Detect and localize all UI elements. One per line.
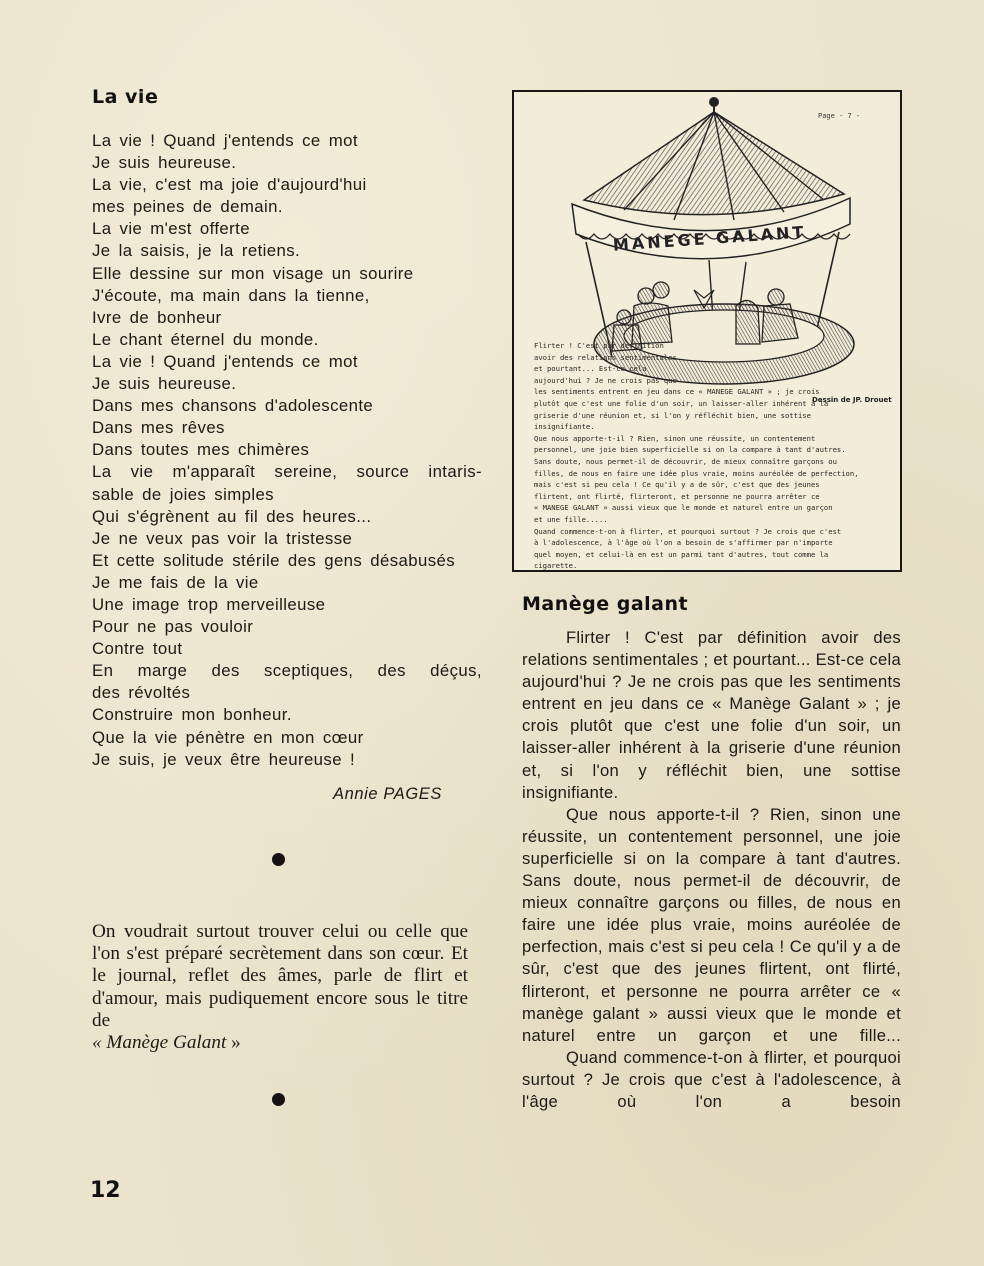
- typed-line: et une fille.....: [534, 514, 608, 524]
- intro-quote-open: «: [92, 1032, 107, 1054]
- typed-line: mais c'est si peu cela ! Ce qu'il y a de sûr, c'est que des jeunes: [534, 480, 820, 490]
- separator-dot: [272, 853, 285, 866]
- illustration-page-label: Page - 7 -: [818, 112, 861, 120]
- article-paragraph: Que nous apporte-t-il ? Rien, sinon une réussite, un contentement personnel, une joie superficielle si on la compare à tant d'autres. Sans doute, nous permet-il de découvrir, de mieux connaître garçons ou filles, de nous en faire une idée plus vraie, moins auréolée de perfection, mais c'est si peu cela ! Ce qu'il y a de sûr, c'est que des jeunes flirtent, ont flirté, flirteront, et personne ne pourra arrêter ce « manège galant » aussi vieux que le monde et naturel entre un garçon et une fille...: [522, 804, 901, 1045]
- typed-line: à l'adolescence, à l'âge où l'on a besoin de s'affirmer par n'importe: [534, 538, 833, 548]
- banner-text: MANEGE GALANT: [612, 222, 807, 255]
- intro-quote-close: »: [226, 1032, 241, 1054]
- poem-line: Qui s'égrènent au fil des heures...: [92, 506, 372, 526]
- typed-line: griserie d'une réunion et, si l'on y réfléchit bien, une sottise: [534, 410, 811, 420]
- typed-line: personnel, une joie bien superficielle si on la compare à tant d'autres.: [534, 445, 846, 455]
- poem-line: des révoltés: [92, 683, 191, 703]
- poem-line: La vie m'est offerte: [92, 219, 250, 239]
- typed-line: Que nous apporte-t-il ? Rien, sinon une réussite, un contentement: [534, 433, 816, 443]
- poem-line: Pour ne pas vouloir: [92, 617, 254, 637]
- separator-dot: [272, 1093, 285, 1106]
- poem-line: Je me fais de la vie: [92, 572, 259, 592]
- typed-line: et pourtant... Est-ce cela: [534, 364, 647, 374]
- poem-line: Que la vie pénètre en mon cœur: [92, 727, 364, 747]
- article-paragraph: Flirter ! C'est par définition avoir des relations sentimentales ; et pourtant... Est-ce cela aujourd'hui ? Je ne crois pas que les sentiments entrent en jeu dans ce « Manège Galant » ; je crois plutôt que c'est une folie d'un soir, un laisser-aller inhérent à la griserie d'une réunion et, si l'on y réfléchit bien, une sottise insignifiante.: [522, 628, 902, 802]
- poem-author: Annie PAGES: [333, 785, 443, 803]
- typed-line: plutôt que c'est une folie d'un soir, un laisser-aller inhérent à la: [534, 398, 829, 408]
- poem-line: J'écoute, ma main dans la tienne,: [92, 285, 370, 305]
- poem-line: Je la saisis, je la retiens.: [92, 241, 301, 261]
- poem-line: mes peines de demain.: [92, 197, 283, 217]
- poem-line: En marge des sceptiques, des déçus,: [92, 661, 482, 681]
- poem-line: Dans mes chansons d'adolescente: [92, 396, 374, 416]
- poem-line: sable de joies simples: [92, 484, 274, 504]
- typed-line: « MANEGE GALANT » aussi vieux que le monde et naturel entre un garçon: [534, 503, 833, 513]
- poem-title: La vie: [92, 86, 159, 108]
- intro-text: On voudrait surtout trouver celui ou celle que l'on s'est préparé secrètement dans son cœur. Et le journal, reflet des âmes, parle de flirt et d'amour, mais pudiquement encore sous le titre de: [92, 921, 468, 1031]
- typed-line: flirtent, ont flirté, flirteront, et personne ne pourra arrêter ce: [534, 491, 820, 501]
- poem-line: La vie ! Quand j'entends ce mot: [92, 131, 358, 150]
- poem-line: Je ne veux pas voir la tristesse: [92, 528, 353, 548]
- illustration-signature: Dessin de JP. Drouet: [812, 396, 892, 404]
- poem-line: Dans toutes mes chimères: [92, 440, 310, 460]
- poem-line: Elle dessine sur mon visage un sourire: [92, 263, 414, 283]
- poem-line: Et cette solitude stérile des gens désabusés: [92, 550, 456, 570]
- typed-manuscript: [534, 340, 880, 572]
- poem-line: Je suis heureuse.: [92, 374, 237, 394]
- typed-line: Flirter ! C'est par définition: [534, 341, 664, 350]
- poem-line: Dans mes rêves: [92, 418, 225, 438]
- typed-line: quel moyen, et celui-là en est un parmi tant d'autres, tout comme la: [534, 549, 829, 559]
- page-number: 12: [90, 1178, 121, 1203]
- poem-line: Le chant éternel du monde.: [92, 329, 319, 349]
- intro-paragraph: [92, 921, 468, 1054]
- poem-line: Contre tout: [92, 639, 183, 659]
- typed-line: insignifiante.: [534, 422, 595, 432]
- article-paragraph: Quand commence-t-on à flirter, et pourquoi surtout ? Je crois que c'est à l'adolescence, à l'âge où l'on a besoin: [522, 1047, 901, 1111]
- poem-line: Je suis, je veux être heureuse !: [92, 749, 356, 769]
- article-body: [522, 627, 901, 1113]
- poem-line: La vie, c'est ma joie d'aujourd'hui: [92, 175, 367, 195]
- poem-body: [92, 130, 482, 771]
- typed-line: avoir des relations sentimentales: [534, 352, 677, 362]
- intro-quote-title: Manège Galant: [106, 1032, 227, 1054]
- poem-line: La vie m'apparaît sereine, source intaris-: [92, 462, 482, 482]
- typed-line: Sans doute, nous permet-il de découvrir, de mieux connaître garçons ou: [534, 456, 837, 466]
- poem-line: Une image trop merveilleuse: [92, 594, 326, 614]
- typed-line: aujourd'hui ? Je ne crois pas que: [534, 375, 677, 385]
- poem-line: Je suis heureuse.: [92, 153, 237, 173]
- typed-line: filles, de nous en faire une idée plus vraie, moins auréolée de perfection,: [534, 468, 859, 478]
- article-title: Manège galant: [522, 593, 689, 615]
- typed-line: Quand commence-t-on à flirter, et pourquoi surtout ? Je crois que c'est: [534, 526, 842, 536]
- typed-line: cigarette.: [534, 561, 578, 571]
- poem-line: La vie ! Quand j'entends ce mot: [92, 351, 358, 371]
- typed-line: les sentiments entrent en jeu dans ce « MANEGE GALANT » ; je crois: [534, 387, 820, 397]
- carousel-illustration: [512, 90, 902, 572]
- poem-line: Ivre de bonheur: [92, 307, 222, 327]
- poem-line: Construire mon bonheur.: [92, 705, 292, 725]
